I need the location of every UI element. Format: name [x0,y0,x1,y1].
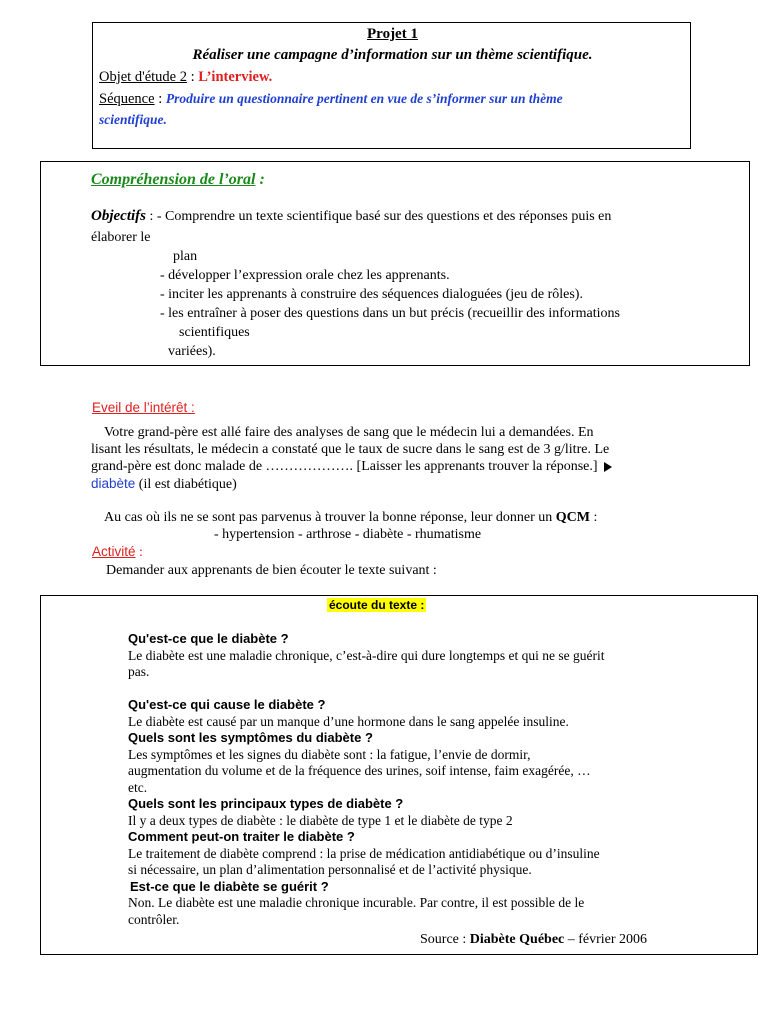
source-label: Source : [420,932,470,947]
sequence-label: Séquence [99,91,155,107]
sequence-line2: scientifique. [99,112,167,127]
qcm-text: Au cas où ils ne se sont pas parvenus à trouver la bonne réponse, leur donner un [104,510,556,525]
question: Quels sont les symptômes du diabète ? [128,730,373,745]
eveil-line3-text: grand-père est donc malade de ………………. [Laisser les apprenants trouver la réponse.] [91,459,598,474]
activite-instruction: Demander aux apprenants de bien écouter le texte suivant : [106,563,437,578]
objet-label: Objet d'étude 2 [99,69,187,85]
source-line [420,932,647,948]
qcm-line [104,510,597,526]
project-subtitle: Réaliser une campagne d’information sur un thème scientifique. [192,47,593,63]
objectifs-label: Objectifs [91,208,146,224]
objectifs-line2: élaborer le [91,230,151,245]
answer-line: pas. [128,664,150,679]
objectifs-line3: plan [173,249,198,264]
answer-line: Non. Le diabète est une maladie chronique incurable. Par contre, il est possible de le [128,895,585,910]
objet-etude [99,69,272,86]
answer-line: augmentation du volume et de la fréquence des urines, soif intense, faim exagérée, … [128,763,591,778]
answer-line: Le traitement de diabète comprend : la prise de médication antidiabétique ou d’insuline [128,845,600,861]
question: Qu'est-ce que le diabète ? [128,631,289,646]
objectifs-line1 [91,208,611,225]
activite-heading [92,544,143,561]
eveil-line2: lisant les résultats, le médecin a constaté que le taux de sucre dans le sang est de 3 g/litre. Le [91,442,610,457]
ecoute-text [128,631,688,928]
qcm-options: - hypertension - arthrose - diabète - rhumatisme [214,527,482,542]
objectifs-text: : - Comprendre un texte scientifique basé sur des questions et des réponses puis en [145,209,612,224]
arrow-right-icon [604,462,612,472]
objet-value: L’interview. [198,69,273,85]
eveil-line1: Votre grand-père est allé faire des analyses de sang que le médecin lui a demandées. En [104,425,594,440]
source-name: Diabète Québec [469,932,565,947]
answer-line: contrôler. [128,911,180,927]
question: Qu'est-ce qui cause le diabète ? [128,697,326,712]
header-box [92,22,691,149]
source-date: – février 2006 [564,932,648,947]
answer-line: si nécessaire, un plan d’alimentation personnalisé et de l’activité physique. [128,862,532,877]
qcm-bold: QCM [555,510,590,525]
objectif-item: - inciter les apprenants à construire des séquences dialoguées (jeu de rôles). [160,287,583,302]
qcm-end: : [590,510,598,525]
comprehension-title [91,171,265,189]
sequence [99,91,563,108]
answer-line: etc. [128,779,148,795]
eveil-answer [91,476,237,493]
project-title: Projet 1 [367,26,418,42]
sequence-line1: Produire un questionnaire pertinent en vue de s’informer sur un thème [165,91,563,106]
answer-line: Les symptômes et les signes du diabète sont : la fatigue, l’envie de dormir, [128,746,531,762]
comprehension-title-text: Compréhension de l’oral [91,171,256,188]
objectif-item: - développer l’expression orale chez les apprenants. [160,268,450,283]
eveil-answer-word: diabète [91,476,136,491]
spacer [128,681,688,698]
activite-label: Activité [92,544,136,559]
eveil-answer-note: (il est diabétique) [135,477,237,492]
eveil-heading: Eveil de l’intérêt : [92,400,195,415]
comprehension-title-suffix: : [255,171,265,188]
answer-line: Le diabète est une maladie chronique, c’est-à-dire qui dure longtemps et qui ne se guérit [128,647,605,663]
activite-sep: : [135,545,143,560]
question: Est-ce que le diabète se guérit ? [130,878,329,894]
answer-line: Il y a deux types de diabète : le diabète de type 1 et le diabète de type 2 [128,812,513,828]
question: Comment peut-on traiter le diabète ? [128,829,355,844]
objectif-item: - les entraîner à poser des questions dans un but précis (recueillir des informations [160,306,620,321]
objet-sep: : [186,69,199,85]
objectif-item-cont: scientifiques [179,325,250,340]
objectif-item-cont: variées). [168,344,216,359]
ecoute-title: écoute du texte : [329,598,425,612]
answer-line: Le diabète est causé par un manque d’une hormone dans le sang appelée insuline. [128,713,569,729]
sequence-sep: : [154,91,166,107]
question: Quels sont les principaux types de diabète ? [128,796,404,811]
comprehension-box [40,161,750,366]
eveil-line3 [91,459,612,475]
